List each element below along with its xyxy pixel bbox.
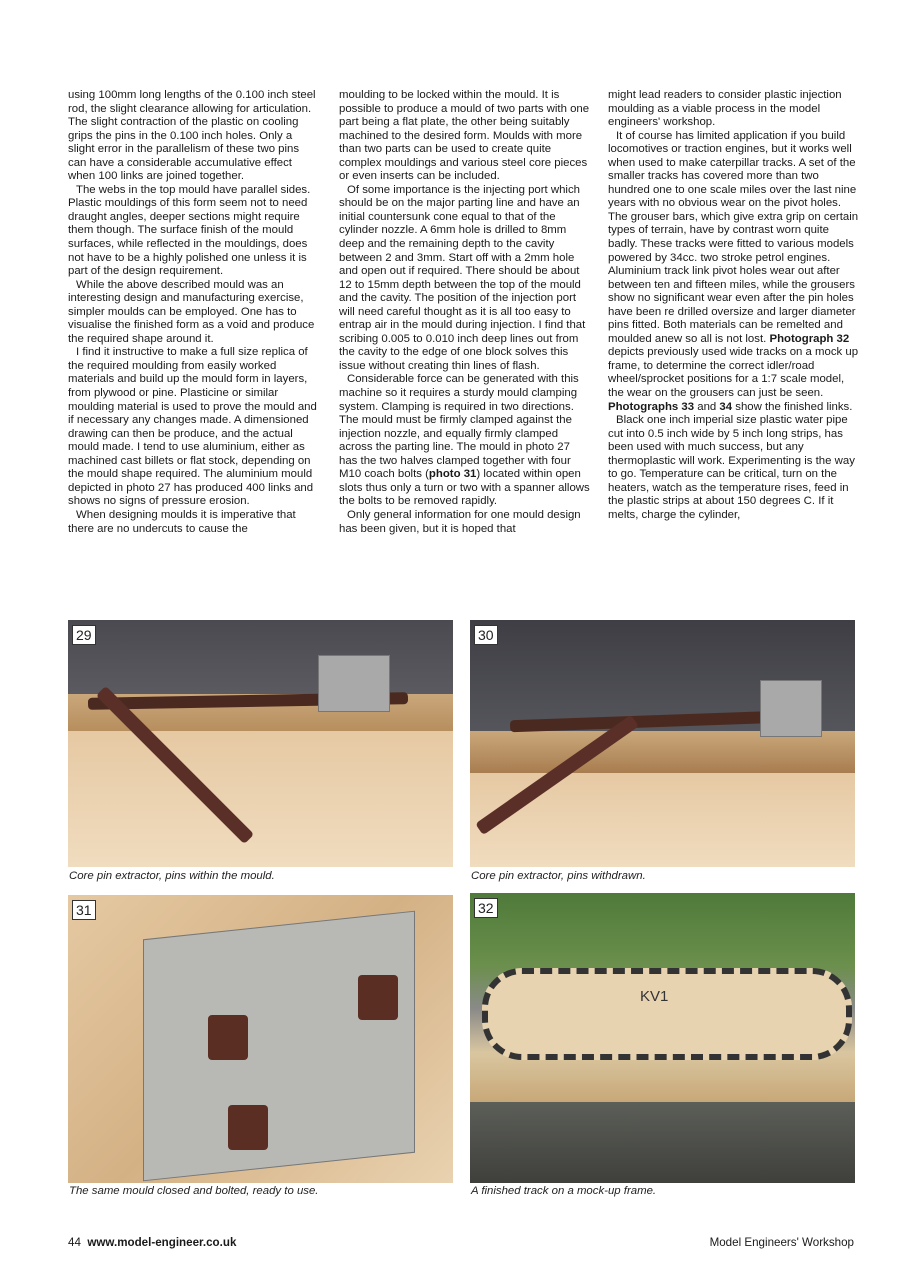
photo-caption: A finished track on a mock-up frame. — [471, 1185, 657, 1197]
magazine-title: Model Engineers' Workshop — [709, 1236, 854, 1249]
photo-number: 30 — [474, 625, 498, 645]
photo-number: 29 — [72, 625, 96, 645]
paragraph — [339, 89, 591, 184]
footer-left — [68, 1236, 236, 1249]
text-run: might lead readers to consider plastic injection moulding as a viable process in the model engineers' workshop. — [608, 89, 842, 129]
text-run: using 100mm long lengths of the 0.100 inch steel rod, the slight clearance allowing for articulation. The slight contraction of the plastic on cooling grips the pins in the 0.100 inch holes. Only a slight error in the parallelism of these two pins can have a considerable accumulative effect when 100 links are joined together. — [68, 89, 316, 183]
track-label: KV1 — [640, 988, 669, 1005]
photo-reference: photo 31 — [428, 468, 477, 481]
paragraph — [608, 414, 860, 522]
text-run: It of course has limited application if you build locomotives or traction engines, but it works well when used to make caterpillar tracks. A set of the smaller tracks has covered more than two hundred one to one scale miles over the last nine years with no obvious wear on the pivot holes. The grouser bars, which give extra grip on certain types of terrain, have by contrast worn quite badly. These tracks were fitted to various models powered by 34cc. two stroke petrol engines. Aluminium track link pivot holes wear out after between ten and fifteen miles, while the grousers show no significant wear even after the pin holes have been re drilled oversize and larger diameter pins fitted. Both materials can be remelted and moulded anew so all is not lost. — [608, 129, 859, 345]
text-run: Of some importance is the injecting port which should be on the major parting line and have an initial countersunk cone equal to that of the cylinder nozzle. A 6mm hole is drilled to 8mm deep and the remaining depth to the cavity between 2 and 3mm. Start off with a 2mm hole and open out if required. There should be about 12 to 15mm depth between the top of the mould and the cavity. The position of the injection port will need careful thought as it is all too easy to entrap air in the mould during injection. I find that scribing 0.005 to 0.010 inch deep lines out from the cavity to the edge of one block solves this issue without creating thin lines of flash. — [339, 183, 586, 372]
photo-reference: Photographs 33 — [608, 400, 695, 413]
text-column-2 — [339, 89, 591, 536]
photo-caption: Core pin extractor, pins withdrawn. — [471, 870, 646, 882]
text-run: When designing moulds it is imperative that there are no undercuts to cause the — [68, 508, 296, 535]
text-run: I find it instructive to make a full size replica of the required moulding from easily worked materials and build up the mould form in layers, from plywood or pine. Plasticine or similar moulding material is used to prove the mould and if necessary any changes made. A dimensioned drawing can then be produce, and the actual mould made. I tend to use aluminium, either as machined cast billets or flat stock, depending on the mould shape required. The aluminium mould depicted in photo 27 has produced 400 links and shows no signs of pressure erosion. — [68, 346, 317, 508]
text-run: Considerable force can be generated with this machine so it requires a sturdy mould clamping system. Clamping is required in two directions. The mould must be firmly clamped against the injection nozzle, and equally firmly clamped across the parting line. The mould in photo 27 has the two halves clamped together with four M10 coach bolts ( — [339, 373, 579, 481]
text-run: The webs in the top mould have parallel sides. Plastic mouldings of this form seem not to need draught angles, deeper sections might require them though. The surface finish of the mould surfaces, while reflected in the mouldings, does not have to be a highly polished one unless it is part of the design requirement. — [68, 183, 311, 278]
photo-31 — [68, 895, 453, 1183]
text-run: moulding to be locked within the mould. It is possible to produce a mould of two parts with one part being a flat plate, the other being suitably machined to the desired form. Moulds with more than two parts can be used to create quite complex mouldings and various steel core pieces or even inserts can be included. — [339, 89, 590, 183]
photo-number: 32 — [474, 898, 498, 918]
paragraph — [608, 130, 860, 414]
photo-reference: Photograph 32 — [769, 332, 850, 345]
text-run: show the finished links. — [732, 400, 853, 413]
website-link[interactable]: www.model-engineer.co.uk — [87, 1236, 237, 1249]
photo-29 — [68, 620, 453, 867]
paragraph — [68, 184, 320, 279]
photo-30 — [470, 620, 855, 867]
text-column-3 — [608, 89, 860, 523]
text-run: and — [694, 400, 720, 413]
paragraph — [339, 184, 591, 374]
paragraph — [608, 89, 860, 130]
photo-number: 31 — [72, 900, 96, 920]
paragraph — [68, 509, 320, 536]
page-number: 44 — [68, 1236, 81, 1249]
photo-caption: The same mould closed and bolted, ready to use. — [69, 1185, 319, 1197]
text-run: While the above described mould was an interesting design and manufacturing exercise, simpler moulds can be employed. One has to visualise the finished form as a void and produce the required shape around it. — [68, 278, 315, 345]
photo-caption: Core pin extractor, pins within the mould. — [69, 870, 275, 882]
paragraph — [339, 373, 591, 508]
paragraph — [68, 346, 320, 509]
photo-32 — [470, 893, 855, 1183]
text-run: Black one inch imperial size plastic water pipe cut into 0.5 inch wide by 5 inch long strips, has been used with much success, but any thermoplastic will work. Experimenting is the way to go. Temperature can be critical, turn on the heaters, watch as the temperature rises, feed in the plastic strips at about 150 degrees C. If it melts, charge the cylinder, — [608, 414, 855, 521]
text-column-1 — [68, 89, 320, 536]
text-run: depicts previously used wide tracks on a mock up frame, to determine the correct idler/road wheel/sprocket positions for a 1:7 scale model, the wear on the grousers can just be seen. — [608, 346, 859, 400]
photo-reference: 34 — [719, 400, 733, 413]
paragraph — [68, 89, 320, 184]
paragraph — [68, 279, 320, 347]
text-run: ) located within open slots thus only a turn or two with a spanner allows the bolts to be removed rapidly. — [339, 468, 590, 508]
paragraph — [339, 509, 591, 536]
text-run: Only general information for one mould design has been given, but it is hoped that — [339, 508, 581, 535]
